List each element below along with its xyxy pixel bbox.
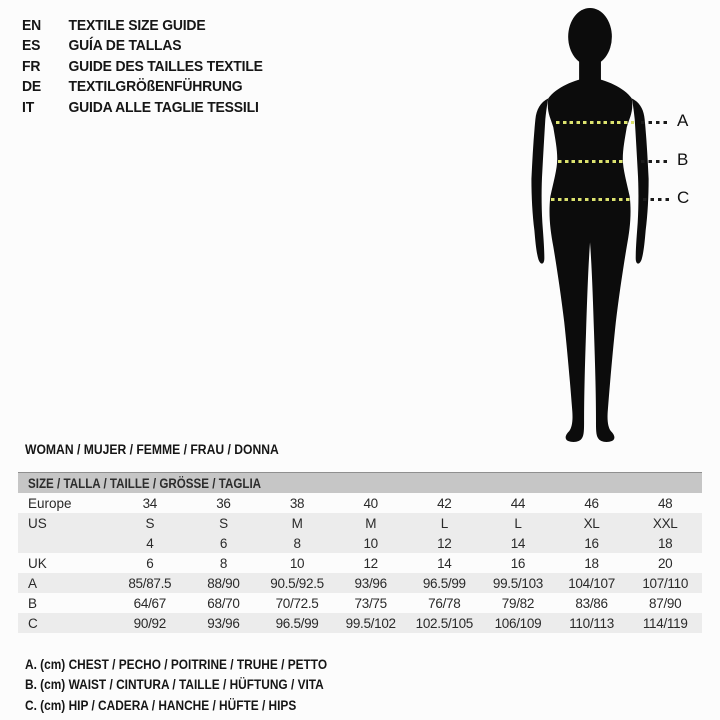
size-cell: M <box>291 515 303 531</box>
size-cell: 6 <box>219 535 228 551</box>
size-cell: 16 <box>510 555 526 571</box>
language-code: EN <box>22 16 42 34</box>
size-cell: S <box>219 515 228 531</box>
size-cell: 44 <box>510 495 526 511</box>
language-code: DE <box>22 78 42 96</box>
size-cell: 114/119 <box>642 615 688 631</box>
row-label: A <box>28 575 38 591</box>
size-cell: 14 <box>437 555 452 571</box>
table-row <box>18 553 702 573</box>
size-cell: L <box>514 515 522 531</box>
chest-leader-dashes <box>641 121 669 124</box>
size-cell: 90.5/92.5 <box>270 575 324 591</box>
silhouette-body <box>548 78 633 443</box>
size-cell: 96.5/99 <box>422 575 466 591</box>
size-cell: 40 <box>363 495 378 511</box>
size-cell: 99.5/102 <box>345 615 396 631</box>
language-list <box>22 15 263 118</box>
row-label: US <box>28 515 47 531</box>
hip-leader-dashes <box>643 198 669 201</box>
table-row <box>18 613 702 633</box>
table-row <box>18 593 702 613</box>
language-code: ES <box>22 37 41 55</box>
size-cell: 87/90 <box>649 595 682 611</box>
section-title-woman: WOMAN / MUJER / FEMME / FRAU / DONNA <box>25 442 279 457</box>
size-cell: XXL <box>652 515 678 531</box>
measure-label-b: B <box>677 150 689 169</box>
size-cell: 10 <box>289 555 305 571</box>
size-cell: 96.5/99 <box>275 615 319 631</box>
language-code: FR <box>22 57 41 75</box>
size-cell: 16 <box>584 535 599 551</box>
size-cell: 46 <box>584 495 599 511</box>
size-table-header-label: SIZE / TALLA / TAILLE / GRÖSSE / TAGLIA <box>28 475 262 491</box>
language-label: GUIDE DES TAILLES TEXTILE <box>68 57 263 75</box>
size-cell: 110/113 <box>569 615 614 631</box>
language-item <box>22 56 263 77</box>
size-cell: 48 <box>657 495 673 511</box>
measurement-legend <box>25 654 368 716</box>
row-label: B <box>28 595 38 611</box>
row-label: UK <box>28 555 47 571</box>
size-cell: 93/96 <box>354 575 387 591</box>
size-cell: 20 <box>657 555 673 571</box>
size-cell: 36 <box>216 495 231 511</box>
language-label: GUIDA ALLE TAGLIE TESSILI <box>68 98 259 116</box>
row-label: Europe <box>28 495 72 511</box>
waist-dotted-line <box>558 160 626 163</box>
size-cell: 102.5/105 <box>415 615 473 631</box>
language-item <box>22 97 263 118</box>
size-cell: 18 <box>584 555 599 571</box>
size-cell: 90/92 <box>133 615 166 631</box>
size-cell: 70/72.5 <box>275 595 319 611</box>
size-cell: 10 <box>363 535 378 551</box>
size-cell: 76/78 <box>428 595 461 611</box>
size-cell: 83/86 <box>575 595 608 611</box>
hip-dotted-line <box>551 198 631 201</box>
size-cell: 42 <box>437 495 452 511</box>
size-cell: L <box>440 515 448 531</box>
measure-label-c: C <box>677 188 690 207</box>
size-cell: 88/90 <box>207 575 240 591</box>
legend-item: A. (cm) CHEST / PECHO / POITRINE / TRUHE / PETTO <box>25 656 328 672</box>
woman-silhouette-figure <box>524 4 664 446</box>
table-row <box>18 573 702 593</box>
waist-leader-dashes <box>641 160 669 163</box>
size-table <box>18 472 702 633</box>
size-cell: 34 <box>142 495 158 511</box>
row-label: C <box>28 615 38 631</box>
size-cell: S <box>145 515 155 531</box>
size-cell: 79/82 <box>501 595 535 611</box>
size-cell: 8 <box>293 535 301 551</box>
woman-silhouette-icon <box>524 4 664 446</box>
size-cell: 64/67 <box>133 595 166 611</box>
size-cell: 4 <box>146 535 154 551</box>
size-cell: 104/107 <box>568 575 615 591</box>
language-label: TEXTILGRÖßENFÜHRUNG <box>68 78 243 96</box>
language-label: GUÍA DE TALLAS <box>68 37 182 55</box>
size-cell: 73/75 <box>354 595 387 611</box>
silhouette-left-arm <box>531 98 548 263</box>
size-cell: M <box>365 515 377 531</box>
legend-item: C. (cm) HIP / CADERA / HANCHE / HÜFTE / HIPS <box>25 697 297 713</box>
size-cell: 18 <box>657 535 673 551</box>
size-cell: XL <box>583 515 600 531</box>
size-cell: 38 <box>289 495 305 511</box>
size-cell: 6 <box>146 555 154 571</box>
table-row <box>18 493 702 513</box>
size-cell: 85/87.5 <box>128 575 172 591</box>
size-cell: 99.5/103 <box>492 575 544 591</box>
size-cell: 12 <box>437 535 452 551</box>
size-cell: 106/109 <box>494 615 542 631</box>
language-item <box>22 77 263 98</box>
size-cell: 107/110 <box>642 575 689 591</box>
silhouette-neck <box>579 50 601 82</box>
language-code: IT <box>22 98 35 116</box>
language-label: TEXTILE SIZE GUIDE <box>68 16 206 34</box>
table-row <box>18 533 702 553</box>
measure-label-a: A <box>677 111 689 130</box>
table-row <box>18 513 702 533</box>
legend-item: B. (cm) WAIST / CINTURA / TAILLE / HÜFTUNG / VITA <box>25 677 324 693</box>
size-table-body <box>18 493 702 633</box>
size-cell: 8 <box>219 555 228 571</box>
language-item <box>22 36 263 57</box>
size-table-header <box>18 472 702 493</box>
size-cell: 14 <box>510 535 526 551</box>
size-cell: 12 <box>363 555 378 571</box>
size-cell: 93/96 <box>207 615 240 631</box>
size-cell: 68/70 <box>207 595 240 611</box>
language-item <box>22 15 263 36</box>
chest-dotted-line <box>556 121 634 124</box>
